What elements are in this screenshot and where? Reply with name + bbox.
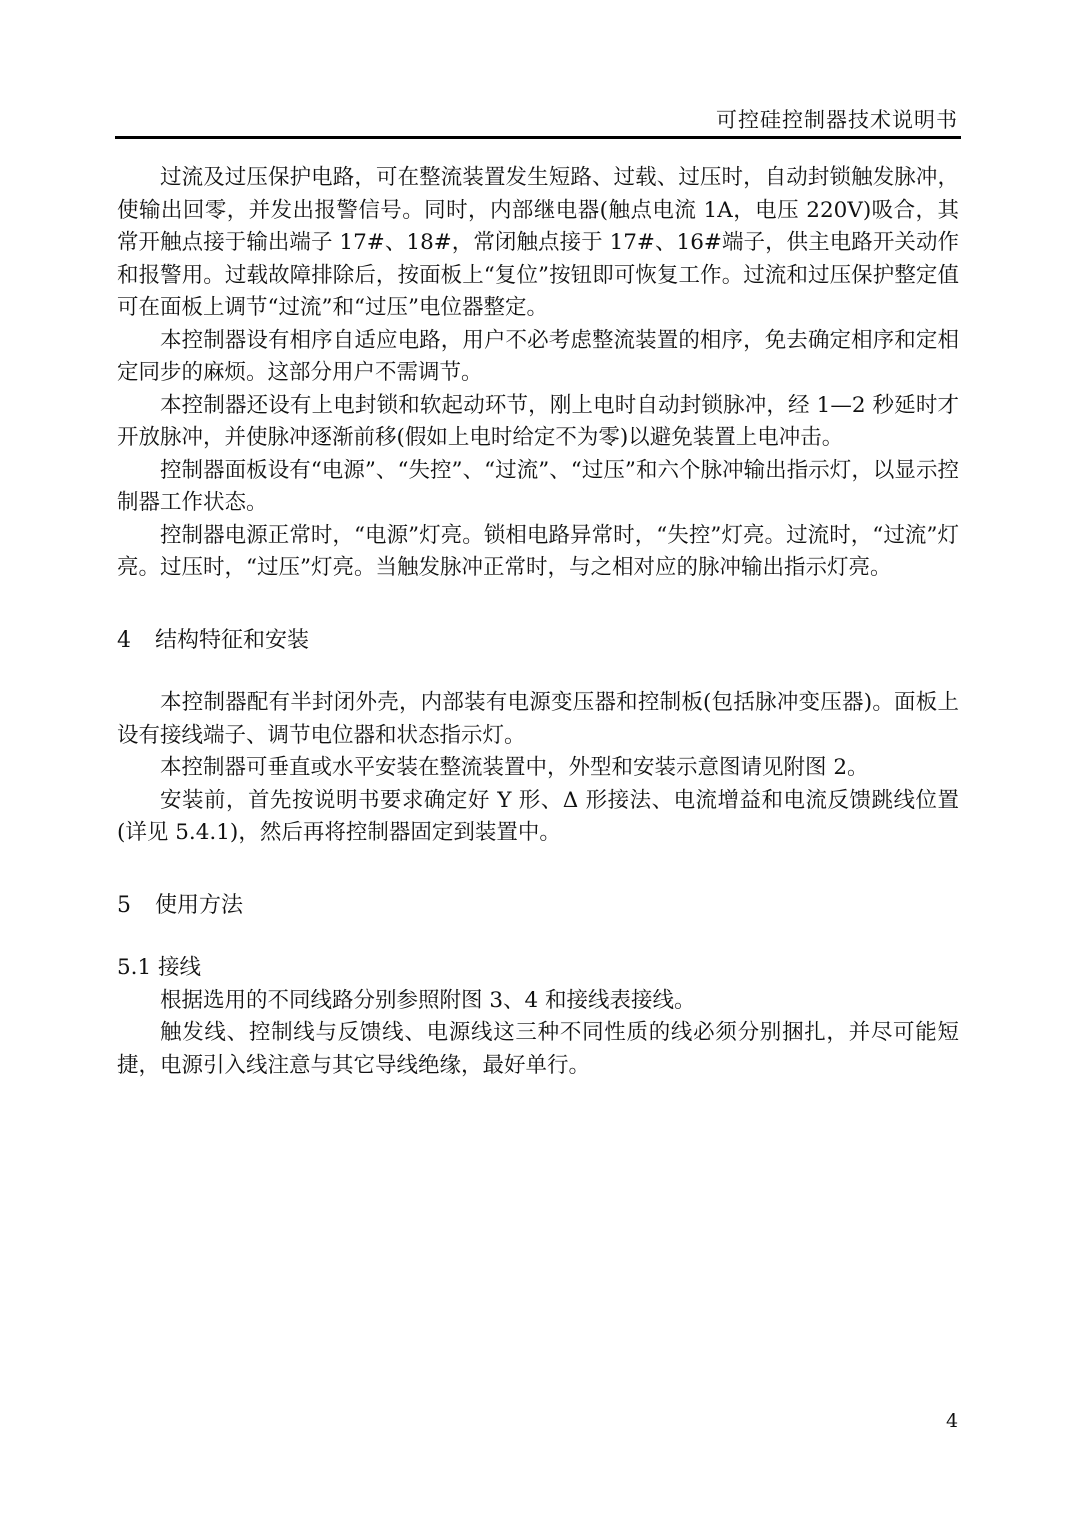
paragraph-wiring-bundling: 触发线、控制线与反馈线、电源线这三种不同性质的线必须分别捆扎，并尽可能短捷，电源引入线注意与其它导线绝缘，最好单行。 — [117, 1020, 959, 1078]
paragraph-phase-sequence: 本控制器设有相序自适应电路，用户不必考虑整流装置的相序，免去确定相序和定相定同步的麻烦。这部分用户不需调节。 — [117, 327, 959, 385]
header-rule — [115, 136, 961, 139]
section-5-number: 5 — [117, 892, 131, 918]
running-header-title: 可控硅控制器技术说明书 — [716, 108, 958, 132]
paragraph-panel-indicators: 控制器面板设有“电源”、“失控”、“过流”、“过压”和六个脉冲输出指示灯，以显示控制器工作状态。 — [117, 457, 959, 515]
section-4-number: 4 — [117, 627, 131, 653]
paragraph-pre-install: 安装前，首先按说明书要求确定好 Y 形、Δ 形接法、电流增益和电流反馈跳线位置(详见 5.4.1)，然后再将控制器固定到装置中。 — [117, 787, 959, 845]
section-4-title: 结构特征和安装 — [155, 627, 310, 653]
page-number: 4 — [946, 1410, 959, 1432]
paragraph-enclosure: 本控制器配有半封闭外壳，内部装有电源变压器和控制板(包括脉冲变压器)。面板上设有接线端子、调节电位器和状态指示灯。 — [117, 690, 959, 748]
section-4-heading — [117, 625, 959, 658]
paragraph-protection: 过流及过压保护电路，可在整流装置发生短路、过载、过压时，自动封锁触发脉冲，使输出回零，并发出报警信号。同时，内部继电器(触点电流 1A，电压 220V)吸合，其常开触点接于输出端子 17#、18#，常闭触点接于 17#、16#端子，供主电路开关动作和报警用。过载故障排除后，按面板上“复位”按钮即可恢复工作。过流和过压保护整定值可在面板上调节“过流”和“过压”电位器整定。 — [117, 165, 959, 320]
section-5-heading — [117, 890, 959, 923]
paragraph-wiring-reference: 根据选用的不同线路分别参照附图 3、4 和接线表接线。 — [160, 987, 696, 1013]
paragraph-soft-start: 本控制器还设有上电封锁和软起动环节，刚上电时自动封锁脉冲，经 1—2 秒延时才开放脉冲，并使脉冲逐渐前移(假如上电时给定不为零)以避免装置上电冲击。 — [117, 392, 959, 450]
page-content — [117, 162, 959, 1082]
section-5-title: 使用方法 — [155, 892, 244, 918]
paragraph-mounting: 本控制器可垂直或水平安装在整流装置中，外型和安装示意图请见附图 2。 — [160, 755, 869, 780]
subsection-5-1-heading: 5.1 接线 — [117, 955, 202, 980]
paragraph-indicator-behavior: 控制器电源正常时，“电源”灯亮。锁相电路异常时，“失控”灯亮。过流时，“过流”灯亮。过压时，“过压”灯亮。当触发脉冲正常时，与之相对应的脉冲输出指示灯亮。 — [117, 522, 959, 580]
